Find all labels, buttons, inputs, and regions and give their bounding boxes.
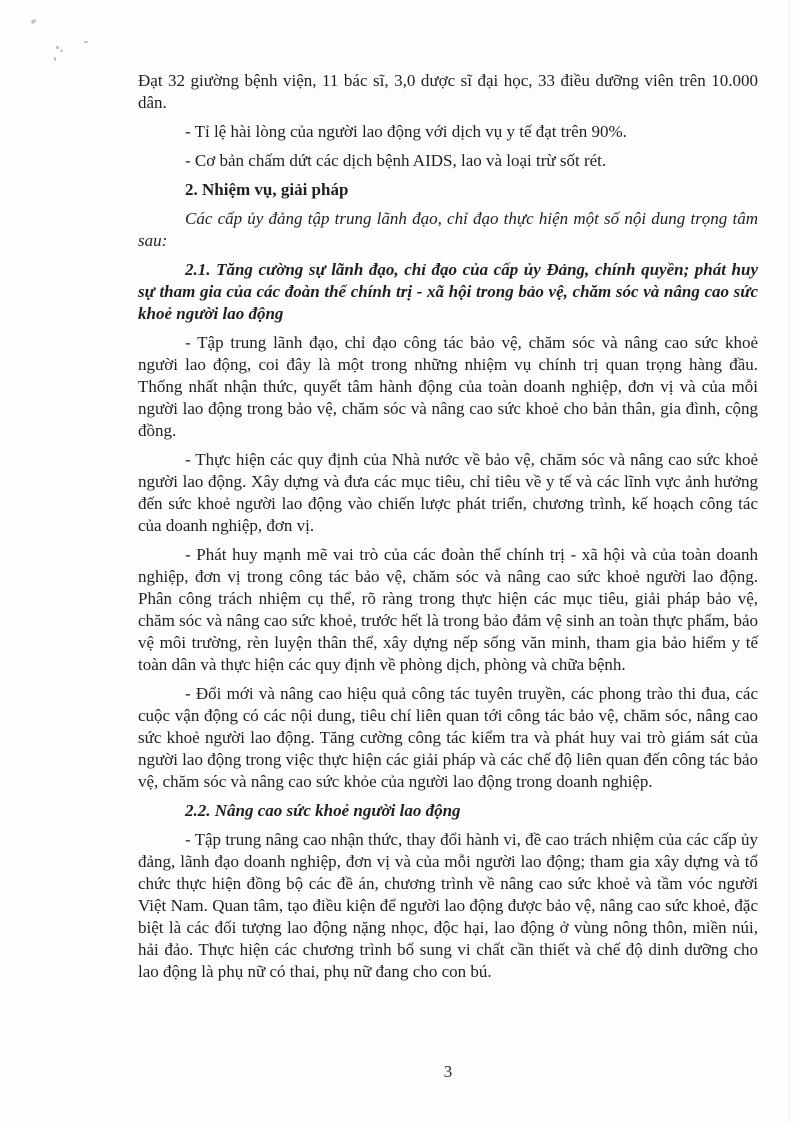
paragraph-propaganda-inspection: - Đổi mới và nâng cao hiệu quả công tác tuyên truyền, các phong trào thi đua, các cuộc vận động có các nội dung, tiêu chí liên quan tới công tác bảo vệ, chăm sóc, nâng cao sức khoẻ người lao động. Tăng cường công tác kiểm tra và phát huy vai trò giám sát của người lao động trong việc thực hiện các giải pháp và các chế độ liên quan đến công tác bảo vệ, chăm sóc và nâng cao sức khỏe của người lao động trong doanh nghiệp. — [138, 684, 758, 791]
heading-tasks-solutions: 2. Nhiệm vụ, giải pháp — [185, 180, 349, 199]
paragraph-health-improvement: - Tập trung nâng cao nhận thức, thay đổi hành vi, đề cao trách nhiệm của các cấp ủy đảng, lãnh đạo doanh nghiệp, đơn vị và của mỗi người lao động; tham gia xây dựng và tổ chức thực hiện đồng bộ các đề án, chương trình về nâng cao sức khoẻ và tầm vóc người Việt Nam. Quan tâm, tạo điều kiện để người lao động được bảo vệ, nâng cao sức khoẻ, đặc biệt là các đối tượng lao động nặng nhọc, độc hại, lao động ở vùng nông thôn, miền núi, hải đảo. Thực hiện các chương trình bổ sung vi chất cần thiết và chế độ dinh dưỡng cho lao động là phụ nữ có thai, phụ nữ đang cho con bú. — [138, 830, 758, 981]
paragraph-leadership-focus: - Tập trung lãnh đạo, chỉ đạo công tác bảo vệ, chăm sóc và nâng cao sức khoẻ người lao động, coi đây là một trong những nhiệm vụ chính trị quan trọng hàng đầu. Thống nhất nhận thức, quyết tâm hành động của toàn doanh nghiệp, đơn vị và của mỗi người lao động trong bảo vệ, chăm sóc và nâng cao sức khoẻ cho bản thân, gia đình, cộng đồng. — [138, 333, 758, 440]
page-number: 3 — [443, 1062, 453, 1081]
list-item-satisfaction-rate: - Tỉ lệ hài lòng của người lao động với dịch vụ y tế đạt trên 90%. — [185, 122, 627, 141]
scan-speck — [84, 41, 88, 44]
paragraph-continued: Đạt 32 giường bệnh viện, 11 bác sĩ, 3,0 dược sĩ đại học, 33 điều dưỡng viên trên 10.000 dân. — [138, 71, 758, 112]
paragraph-state-regulations: - Thực hiện các quy định của Nhà nước về bảo vệ, chăm sóc và nâng cao sức khoẻ người lao động. Xây dựng và đưa các mục tiêu, chỉ tiêu về y tế và các lĩnh vực ảnh hưởng đến sức khoẻ người lao động vào chiến lược phát triển, chương trình, kế hoạch công tác của doanh nghiệp, đơn vị. — [138, 450, 758, 535]
heading-section-2-1: 2.1. Tăng cường sự lãnh đạo, chỉ đạo của cấp ủy Đảng, chính quyền; phát huy sự tham gia của các đoàn thể chính trị - xã hội trong bảo vệ, chăm sóc và nâng cao sức khoẻ người lao động — [138, 260, 758, 323]
scan-speck — [56, 46, 60, 50]
heading-section-2-2: 2.2. Nâng cao sức khoẻ người lao động — [185, 801, 461, 820]
scan-speck — [54, 57, 56, 61]
scan-speck — [31, 19, 37, 24]
list-item-disease-elimination: - Cơ bản chấm dứt các dịch bệnh AIDS, lao và loại trừ sốt rét. — [185, 151, 607, 170]
document-body — [138, 70, 758, 990]
paragraph-intro-italic: Các cấp ủy đảng tập trung lãnh đạo, chỉ đạo thực hiện một số nội dung trọng tâm sau: — [138, 209, 758, 250]
scan-speck — [60, 49, 64, 52]
scan-edge-line — [789, 0, 790, 1123]
paragraph-unions-role: - Phát huy mạnh mẽ vai trò của các đoàn thể chính trị - xã hội và của toàn doanh nghiệp, đơn vị trong công tác bảo vệ, chăm sóc và nâng cao sức khoẻ người lao động. Phân công trách nhiệm cụ thể, rõ ràng trong thực hiện các mục tiêu, giải pháp bảo vệ, chăm sóc và nâng cao sức khoẻ, trước hết là trong bảo đảm vệ sinh an toàn thực phẩm, bảo vệ môi trường, rèn luyện thân thể, xây dựng nếp sống văn minh, tham gia bảo hiểm y tế toàn dân và thực hiện các quy định về phòng dịch, phòng và chữa bệnh. — [138, 545, 758, 674]
